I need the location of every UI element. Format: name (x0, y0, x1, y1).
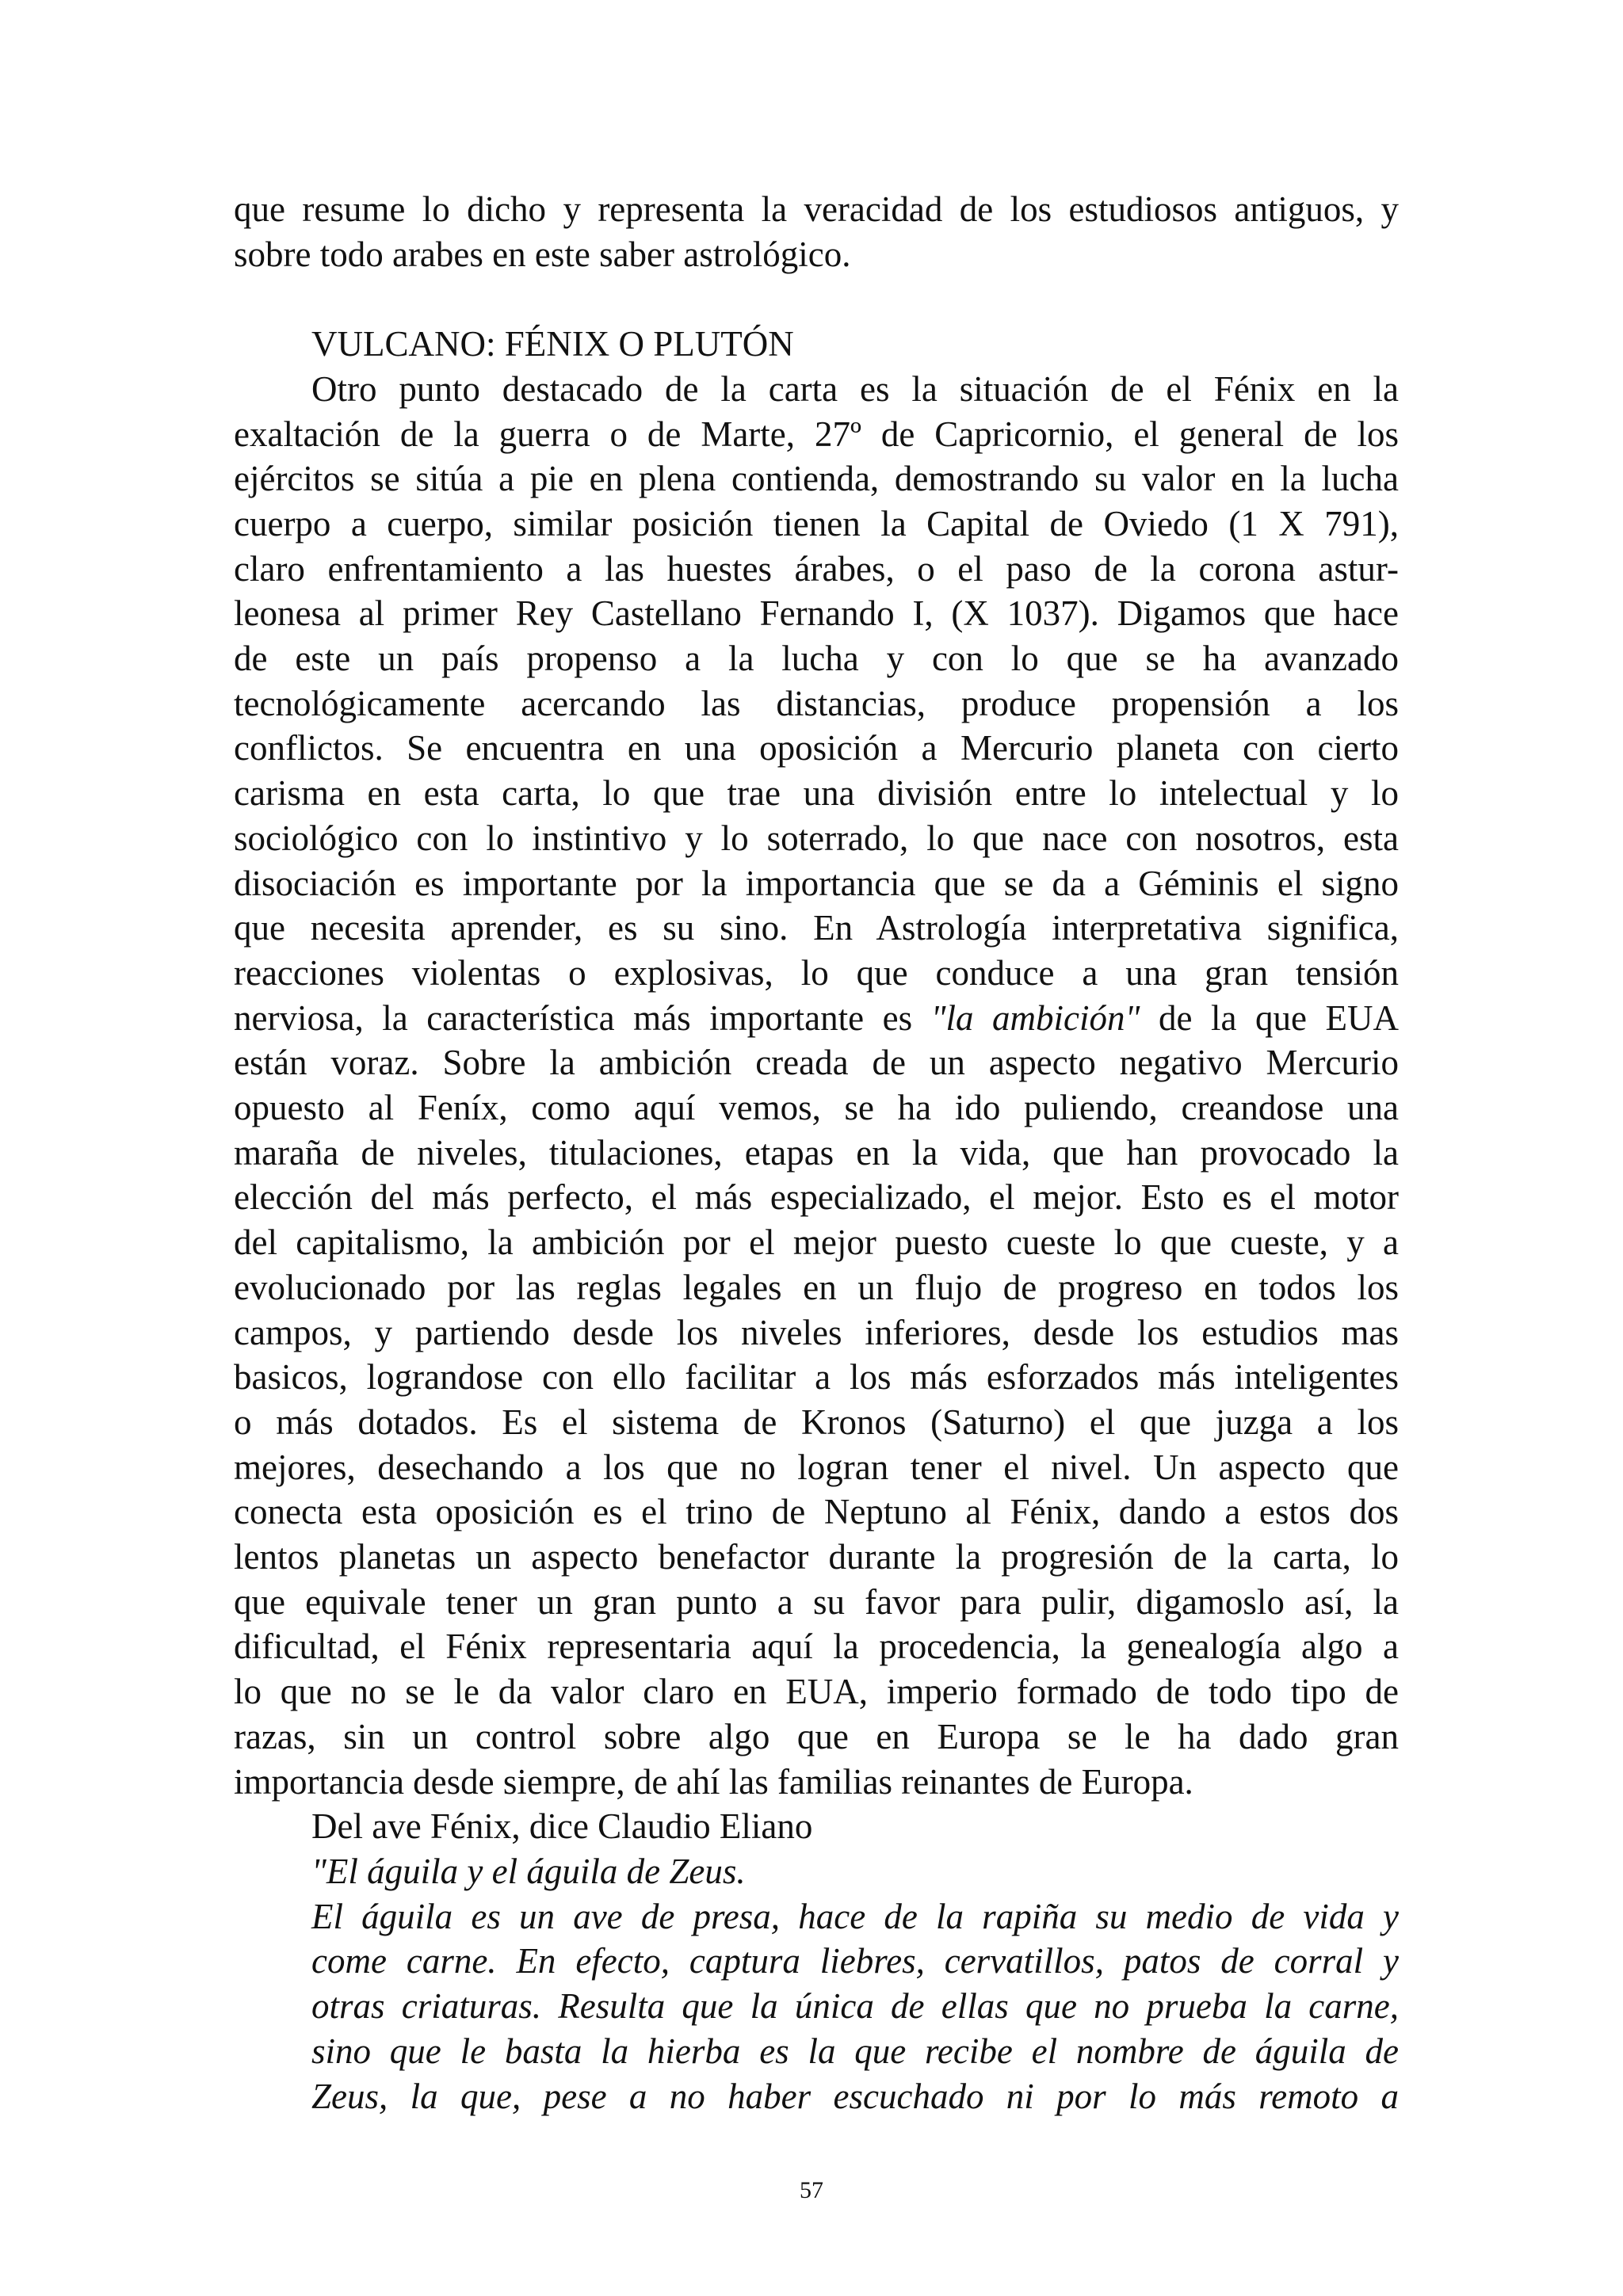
emphasis-text: "la ambición" (930, 997, 1140, 1038)
text-line: están voraz. Sobre la ambición creada de un aspecto negativo Mercurio (234, 1043, 1399, 1083)
text-line: o más dotados. Es el sistema de Kronos (Saturno) el que juzga a los (234, 1402, 1399, 1442)
text-line: opuesto al Feníx, como aquí vemos, se ha ido puliendo, creandose una (234, 1088, 1399, 1128)
text-line: exaltación de la guerra o de Marte, 27º de Capricornio, el general de los (234, 414, 1399, 454)
text-line: campos, y partiendo desde los niveles inferiores, desde los estudios mas (234, 1312, 1399, 1352)
text-line: reacciones violentas o explosivas, lo que conduce a una gran tensión (234, 952, 1399, 993)
quote-line: Zeus, la que, pese a no haber escuchado ni por lo más remoto a (311, 2076, 1399, 2116)
text-line: leonesa al primer Rey Castellano Fernando I, (X 1037). Digamos que hace (234, 593, 1399, 634)
intro-paragraph (234, 187, 1399, 277)
page-number: 57 (800, 2177, 823, 2203)
text-line: importancia desde siempre, de ahí las familias reinantes de Europa. (234, 1761, 1193, 1802)
text-line: Otro punto destacado de la carta es la situación de el Fénix en la (311, 368, 1399, 409)
text-line: de este un país propenso a la lucha y con lo que se ha avanzado (234, 639, 1399, 679)
citation-intro: Del ave Fénix, dice Claudio Eliano (311, 1806, 813, 1847)
text-line: que equivale tener un gran punto a su favor para pulir, digamoslo así, la (234, 1581, 1399, 1622)
text-segment: de la que EUA (1140, 997, 1399, 1038)
text-line: que necesita aprender, es su sino. En Astrología interpretativa significa, (234, 908, 1399, 948)
quote-line: El águila es un ave de presa, hace de la rapiña su medio de vida y (311, 1896, 1399, 1936)
body-paragraph (234, 367, 1399, 1760)
text-line: disociación es importante por la importancia que se da a Géminis el signo (234, 863, 1399, 903)
text-line: conecta esta oposición es el trino de Neptuno al Fénix, dando a estos dos (234, 1492, 1399, 1532)
text-segment: nerviosa, la característica más importante es (234, 997, 931, 1038)
text-line: lentos planetas un aspecto benefactor durante la progresión de la carta, lo (234, 1537, 1399, 1577)
quote-title: "El águila y el águila de Zeus. (311, 1852, 746, 1891)
text-line: elección del más perfecto, el más especializado, el mejor. Esto es el motor (234, 1177, 1399, 1218)
text-line: sociológico con lo instintivo y lo soterrado, lo que nace con nosotros, esta (234, 818, 1399, 858)
text-line: evolucionado por las reglas legales en un flujo de progreso en todos los (234, 1267, 1399, 1307)
text-line: tecnológicamente acercando las distancias, produce propensión a los (234, 683, 1399, 723)
text-line: razas, sin un control sobre algo que en Europa se le ha dado gran (234, 1716, 1399, 1756)
text-line: carisma en esta carta, lo que trae una división entre lo intelectual y lo (234, 773, 1399, 814)
text-line (234, 996, 1399, 1041)
text-line: conflictos. Se encuentra en una oposición a Mercurio planeta con cierto (234, 728, 1399, 769)
text-line: lo que no se le da valor claro en EUA, imperio formado de todo tipo de (234, 1672, 1399, 1712)
section-heading: VULCANO: FÉNIX O PLUTÓN (311, 324, 794, 364)
text-line: del capitalismo, la ambición por el mejor puesto cueste lo que cueste, y a (234, 1222, 1399, 1263)
text-line: maraña de niveles, titulaciones, etapas en la vida, que han provocado la (234, 1132, 1399, 1173)
document-page (234, 187, 1399, 2119)
quote-lines (311, 1894, 1399, 2119)
text-line: claro enfrentamiento a las huestes árabes, o el paso de la corona astur- (234, 548, 1399, 589)
quote-line: otras criaturas. Resulta que la única de ellas que no prueba la carne, (311, 1986, 1399, 2027)
text-line: que resume lo dicho y representa la veracidad de los estudiosos antiguos, y (234, 189, 1399, 229)
text-line: mejores, desechando a los que no logran tener el nivel. Un aspecto que (234, 1447, 1399, 1487)
paragraph-gap (234, 277, 1399, 322)
text-line: ejércitos se sitúa a pie en plena contienda, demostrando su valor en la lucha (234, 459, 1399, 499)
text-line: sobre todo arabes en este saber astrológico. (234, 234, 851, 274)
quote-line: come carne. En efecto, captura liebres, cervatillos, patos de corral y (311, 1941, 1399, 1981)
quote-block (311, 1849, 1399, 2119)
quote-line: sino que le basta la hierba es la que recibe el nombre de águila de (311, 2031, 1399, 2071)
text-line: dificultad, el Fénix representaria aquí la procedencia, la genealogía algo a (234, 1627, 1399, 1667)
text-line: cuerpo a cuerpo, similar posición tienen la Capital de Oviedo (1 X 791), (234, 503, 1399, 543)
text-line: basicos, lograndose con ello facilitar a los más esforzados más inteligentes (234, 1357, 1399, 1398)
